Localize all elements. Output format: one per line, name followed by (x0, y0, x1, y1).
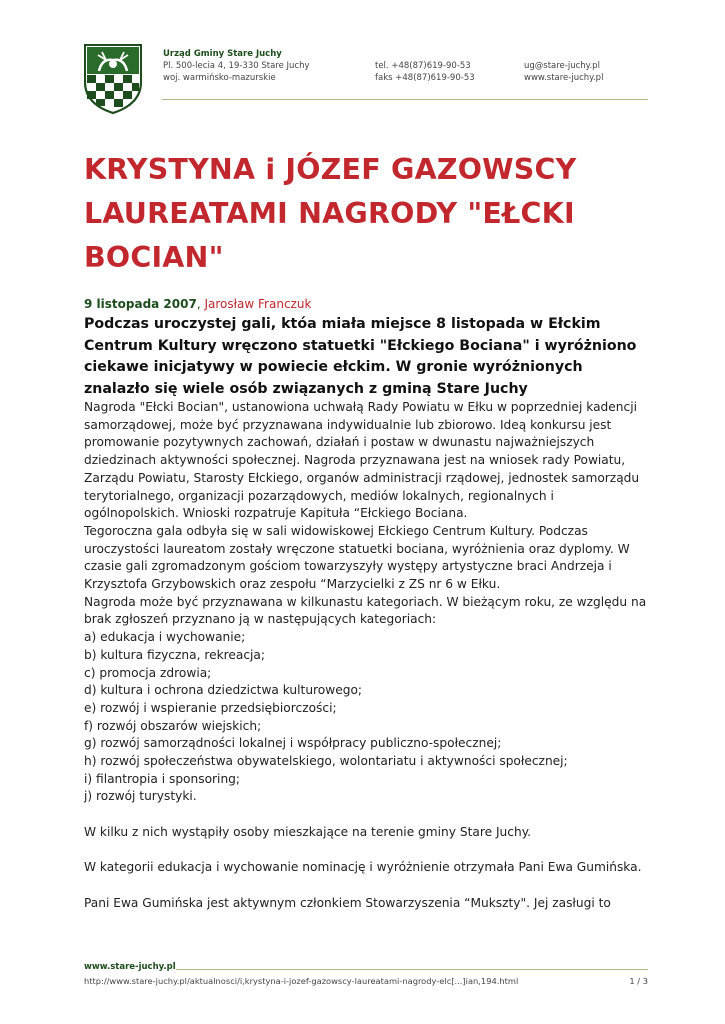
address-line: Pl. 500-lecia 4, 19-330 Stare Juchy (163, 61, 310, 71)
paragraph: W kilku z nich wystąpiły osoby mieszkające na terenie gminy Stare Juchy. (84, 824, 532, 839)
list-item: e) rozwój i wspieranie przedsiębiorczości; (84, 700, 337, 715)
article-lead: Podczas uroczystej gali, któa miała miejsce 8 listopada w Ełckim Centrum Kultury wręczono statuetki "Ełckiego Bociana" i wyróżniono ciekawe inicjatywy w powiecie ełckim. W gronie wyróżnionych znalazło się wiele osób związanych z gminą Stare Juchy (84, 316, 637, 397)
website-link[interactable]: www.stare-juchy.pl (524, 73, 604, 83)
article-author[interactable]: Jarosław Franczuk (204, 297, 312, 311)
address-block (163, 48, 310, 84)
page-number: 1 / 3 (629, 976, 648, 986)
footer-url[interactable]: http://www.stare-juchy.pl/aktualnosci/i,krystyna-i-jozef-gazowscy-laureatami-nagrody-elc[...]ian,194.html (84, 976, 519, 986)
org-name: Urząd Gminy Stare Juchy (163, 49, 282, 59)
phone-number: tel. +48(87)619-90-53 (375, 61, 471, 71)
paragraph: Nagroda może być przyznawana w kilkunastu kategoriach. W bieżącym roku, ze względu na brak zgłoszeń przyznano ją w następujących kategoriach: (84, 594, 647, 627)
article-date: 9 listopada 2007 (84, 297, 197, 311)
coat-of-arms-icon (84, 44, 142, 114)
list-item: j) rozwój turystyki. (84, 789, 197, 804)
contact-web-block (524, 60, 603, 84)
letterhead (84, 44, 648, 100)
article-meta (84, 296, 311, 312)
list-item: b) kultura fizyczna, rekreacja; (84, 647, 266, 662)
fax-number: faks +48(87)619-90-53 (375, 73, 475, 83)
page-footer (84, 962, 648, 992)
article-body (84, 399, 652, 912)
category-list (84, 629, 652, 806)
list-item: i) filantropia i sponsoring; (84, 771, 241, 786)
list-item: f) rozwój obszarów wiejskich; (84, 718, 262, 733)
list-item: g) rozwój samorządności lokalnej i współpracy publiczno-społecznej; (84, 736, 502, 751)
paragraph: W kategorii edukacja i wychowanie nominację i wyróżnienie otrzymała Pani Ewa Gumińska. (84, 860, 642, 875)
list-item: a) edukacja i wychowanie; (84, 630, 246, 645)
list-item: h) rozwój społeczeństwa obywatelskiego, wolontariatu i aktywności społecznej; (84, 754, 568, 769)
paragraph: Nagroda "Ełcki Bocian", ustanowiona uchwałą Rady Powiatu w Ełku w poprzedniej kadencji samorządowej, może być przyznawana indywidualnie lub zbiorowo. Ideą konkursu jest promowanie pozytywnych zachowań, działań i postaw w dwunastu najważniejszych dziedzinach aktywności społecznej. Nagroda przyznawana jest na wniosek rady Powiatu, Zarządu Powiatu, Starosty Ełckiego, organów administracji rządowej, jednostek samorządu terytorialnego, organizacji pozarządowych, mediów lokalnych, regionalnych i ogólnopolskich. Wnioski rozpatruje Kapituła “Ełckiego Bociana. (84, 400, 640, 521)
meta-separator: , (196, 297, 205, 311)
list-item: d) kultura i ochrona dziedzictwa kulturowego; (84, 683, 363, 698)
footer-divider (176, 969, 648, 970)
header-divider (162, 99, 648, 100)
footer-site-link[interactable]: www.stare-juchy.pl (84, 962, 176, 972)
email-link[interactable]: ug@stare-juchy.pl (524, 61, 600, 71)
list-item: c) promocja zdrowia; (84, 665, 212, 680)
region-line: woj. warmińsko-mazurskie (163, 73, 276, 83)
contact-phone-block (375, 60, 475, 84)
paragraph: Pani Ewa Gumińska jest aktywnym członkiem Stowarzyszenia “Mukszty". Jej zasługi to (84, 895, 611, 910)
paragraph: Tegoroczna gala odbyła się w sali widowiskowej Ełckiego Centrum Kultury. Podczas uroczystości laureatom zostały wręczone statuetki bociana, wyróżnienia oraz dyplomy. W czasie gali zgromadzonym gościom towarzyszyły występy artystyczne braci Andrzeja i Krzysztofa Grzybowskich oraz zespołu “Marzycielki z ZS nr 6 w Ełku. (84, 523, 630, 592)
article-title: KRYSTYNA i JÓZEF GAZOWSCY LAUREATAMI NAGRODY "EŁCKI BOCIAN" (84, 153, 577, 274)
